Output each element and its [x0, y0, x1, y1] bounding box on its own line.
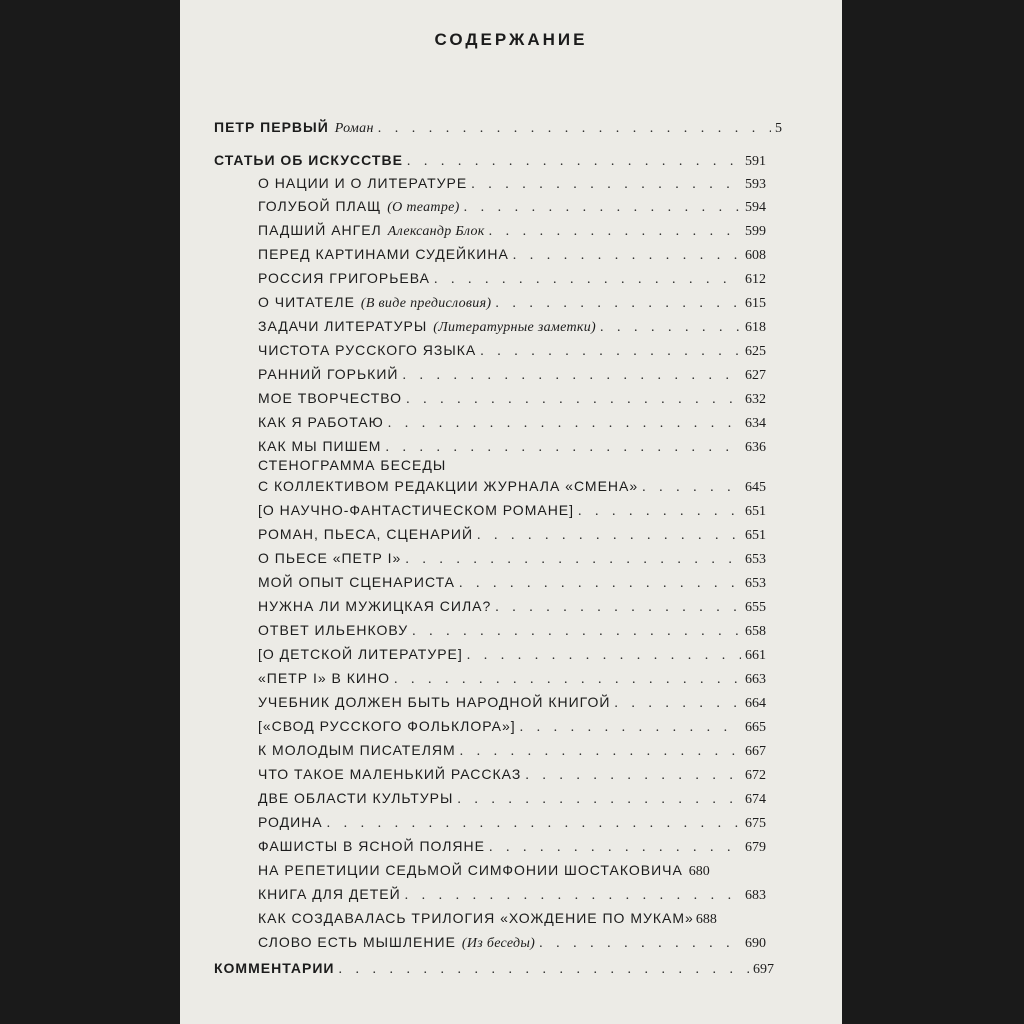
toc-entry-page: 675	[745, 816, 766, 831]
toc-entry[interactable]	[258, 788, 766, 808]
toc-entry[interactable]	[258, 644, 766, 664]
toc-entry-label: О ПЬЕСЕ «ПЕТР I»	[258, 550, 402, 566]
toc-entry-label: МОЙ ОПЫТ СЦЕНАРИСТА	[258, 574, 456, 590]
toc-entry-label: [«СВОД РУССКОГО ФОЛЬКЛОРА»]	[258, 718, 516, 734]
toc-entry-page: 679	[745, 840, 766, 855]
toc-entry-label: КАК СОЗДАВАЛАСЬ ТРИЛОГИЯ «ХОЖДЕНИЕ ПО МУКАМ»	[258, 910, 694, 926]
toc-entry-label: РОДИНА	[258, 814, 323, 830]
toc-entry-page: 636	[745, 440, 766, 455]
page-title: СОДЕРЖАНИЕ	[434, 30, 588, 49]
toc-entry-label: КОММЕНТАРИИ	[214, 960, 335, 976]
toc-entry[interactable]	[258, 524, 766, 544]
toc-entry-label: КАК Я РАБОТАЮ	[258, 414, 384, 430]
toc-entry-page: 599	[745, 224, 766, 239]
toc-entry-page: 697	[753, 962, 774, 977]
toc-entry-label: КАК МЫ ПИШЕМ	[258, 438, 382, 454]
leader-dots	[406, 390, 741, 410]
toc-entry-label: МОЕ ТВОРЧЕСТВО	[258, 390, 403, 406]
toc-entry-label: ГОЛУБОЙ ПЛАЩ	[258, 198, 382, 214]
leader-dots	[407, 152, 741, 172]
toc-entry-label: ПАДШИЙ АНГЕЛ	[258, 222, 382, 238]
toc-entry-page: 627	[745, 368, 766, 383]
leader-dots	[495, 294, 741, 314]
leader-dots	[338, 960, 749, 980]
toc-entry-label: ЧТО ТАКОЕ МАЛЕНЬКИЙ РАССКАЗ	[258, 766, 522, 782]
leader-dots	[467, 646, 741, 666]
toc-entry-label: [О НАУЧНО-ФАНТАСТИЧЕСКОМ РОМАНЕ]	[258, 502, 575, 518]
toc-entry-subtitle: (О театре)	[387, 200, 460, 215]
leader-dots	[495, 598, 741, 618]
toc-entry-page: 5	[775, 121, 782, 136]
toc-entry-page: 674	[745, 792, 766, 807]
toc-entry[interactable]	[258, 220, 766, 240]
leader-dots	[327, 814, 741, 834]
toc-entry-label: УЧЕБНИК ДОЛЖЕН БЫТЬ НАРОДНОЙ КНИГОЙ	[258, 694, 611, 710]
toc-entry-page: 625	[745, 344, 766, 359]
toc-entry-label: ЗАДАЧИ ЛИТЕРАТУРЫ	[258, 318, 428, 334]
leader-dots	[642, 478, 741, 498]
toc-entry[interactable]	[258, 364, 766, 384]
toc-entry-page: 655	[745, 600, 766, 615]
toc-entry[interactable]	[258, 268, 766, 288]
toc-entry[interactable]	[258, 692, 766, 712]
toc-entry[interactable]	[258, 812, 766, 832]
toc-entry[interactable]	[258, 884, 766, 904]
toc-entry[interactable]	[258, 932, 766, 952]
leader-dots	[513, 246, 741, 266]
toc-entry-page: 632	[745, 392, 766, 407]
toc-entry[interactable]	[258, 340, 766, 360]
leader-dots	[464, 198, 741, 218]
toc-entry-label-line1: СТЕНОГРАММА БЕСЕДЫ	[258, 457, 447, 473]
table-of-contents	[180, 0, 842, 1024]
book-page	[180, 0, 842, 1024]
leader-dots	[578, 502, 741, 522]
leader-dots	[388, 414, 741, 434]
toc-entry-page: 651	[745, 528, 766, 543]
toc-entry-label: ФАШИСТЫ В ЯСНОЙ ПОЛЯНЕ	[258, 838, 485, 854]
toc-entry-page: 688	[695, 912, 717, 927]
toc-entry-label: ДВЕ ОБЛАСТИ КУЛЬТУРЫ	[258, 790, 454, 806]
toc-entry-subtitle: Роман	[334, 121, 374, 136]
leader-dots	[394, 670, 741, 690]
toc-entry[interactable]	[258, 740, 766, 760]
toc-entry-subtitle: Александр Блок	[387, 224, 485, 239]
toc-entry-subtitle: (Из беседы)	[461, 936, 536, 951]
leader-dots	[405, 550, 741, 570]
leader-dots	[489, 838, 741, 858]
leader-dots	[460, 742, 741, 762]
toc-entry[interactable]	[258, 548, 766, 568]
leader-dots	[434, 270, 741, 290]
leader-dots	[471, 175, 741, 195]
leader-dots	[600, 318, 741, 338]
toc-entry-page: 653	[745, 552, 766, 567]
toc-entry-label: О ЧИТАТЕЛЕ	[258, 294, 355, 310]
toc-entry[interactable]	[258, 244, 766, 264]
toc-entry-subtitle: (В виде предисловия)	[360, 296, 492, 311]
toc-entry[interactable]	[258, 476, 766, 496]
toc-entry-page: 664	[745, 696, 766, 711]
toc-entry-label: РОССИЯ ГРИГОРЬЕВА	[258, 270, 430, 286]
toc-entry[interactable]	[258, 764, 766, 784]
toc-entry-label: ПЕТР ПЕРВЫЙ	[214, 119, 329, 135]
toc-entry-page: 615	[745, 296, 766, 311]
toc-entry-page: 665	[745, 720, 766, 735]
toc-entry-page: 680	[688, 864, 710, 879]
toc-entry-label: СТАТЬИ ОБ ИСКУССТВЕ	[214, 152, 403, 168]
leader-dots	[480, 342, 741, 362]
leader-dots	[489, 222, 741, 242]
toc-entry-page: 594	[745, 200, 766, 215]
toc-entry-label: ЧИСТОТА РУССКОГО ЯЗЫКА	[258, 342, 477, 358]
toc-entry[interactable]	[258, 196, 766, 216]
toc-entry-label: КНИГА ДЛЯ ДЕТЕЙ	[258, 886, 401, 902]
toc-entry[interactable]	[258, 596, 766, 616]
leader-dots	[459, 574, 741, 594]
toc-entry[interactable]	[258, 836, 766, 856]
toc-entry-page: 618	[745, 320, 766, 335]
leader-dots	[477, 526, 741, 546]
toc-entry-petr-pervyi[interactable]	[214, 117, 782, 137]
leader-dots	[525, 766, 741, 786]
toc-entry-kommentarii[interactable]	[214, 958, 774, 978]
toc-entry[interactable]	[258, 572, 766, 592]
leader-dots	[378, 119, 771, 139]
toc-entry-page: 645	[745, 480, 766, 495]
toc-entry-page: 593	[745, 177, 766, 192]
toc-entry-page: 667	[745, 744, 766, 759]
toc-entry-page: 651	[745, 504, 766, 519]
toc-entry[interactable]	[258, 412, 766, 432]
toc-entry[interactable]	[258, 500, 766, 520]
toc-entry-label: РАННИЙ ГОРЬКИЙ	[258, 366, 399, 382]
toc-entry-label: О НАЦИИ И О ЛИТЕРАТУРЕ	[258, 175, 468, 191]
toc-entry-label: [О ДЕТСКОЙ ЛИТЕРАТУРЕ]	[258, 646, 463, 662]
leader-dots	[405, 886, 741, 906]
toc-entry-stati[interactable]	[214, 150, 766, 170]
toc-entry-page: 634	[745, 416, 766, 431]
toc-entry[interactable]	[258, 668, 766, 688]
toc-entry-page: 658	[745, 624, 766, 639]
toc-entry-label: С КОЛЛЕКТИВОМ РЕДАКЦИИ ЖУРНАЛА «СМЕНА»	[258, 478, 639, 494]
toc-entry-page: 690	[745, 936, 766, 951]
toc-entry-page: 608	[745, 248, 766, 263]
leader-dots	[412, 622, 741, 642]
toc-entry-page: 661	[745, 648, 766, 663]
toc-entry-label: ПЕРЕД КАРТИНАМИ СУДЕЙКИНА	[258, 246, 509, 262]
toc-entry-page: 591	[745, 154, 766, 169]
toc-entry-subtitle: (Литературные заметки)	[433, 320, 596, 335]
toc-entry[interactable]	[258, 620, 766, 640]
toc-entry[interactable]	[258, 716, 766, 736]
toc-entry-page: 663	[745, 672, 766, 687]
toc-entry[interactable]	[258, 173, 766, 193]
toc-entry[interactable]	[258, 316, 766, 336]
toc-entry-page: 683	[745, 888, 766, 903]
toc-entry-label: «ПЕТР I» В КИНО	[258, 670, 390, 686]
toc-entry[interactable]	[258, 388, 766, 408]
toc-entry[interactable]	[258, 436, 766, 456]
toc-entry[interactable]	[258, 292, 766, 312]
toc-entry-label: НА РЕПЕТИЦИИ СЕДЬМОЙ СИМФОНИИ ШОСТАКОВИЧА	[258, 862, 683, 878]
toc-entry-page: 653	[745, 576, 766, 591]
toc-entry-label: К МОЛОДЫМ ПИСАТЕЛЯМ	[258, 742, 456, 758]
leader-dots	[539, 934, 741, 954]
toc-entry-label: НУЖНА ЛИ МУЖИЦКАЯ СИЛА?	[258, 598, 492, 614]
leader-dots	[402, 366, 741, 386]
leader-dots	[457, 790, 741, 810]
toc-entry-label: СЛОВО ЕСТЬ МЫШЛЕНИЕ	[258, 934, 456, 950]
toc-entry[interactable]	[258, 908, 766, 928]
leader-dots	[614, 694, 741, 714]
leader-dots	[520, 718, 741, 738]
toc-entry-page: 612	[745, 272, 766, 287]
toc-entry-label: ОТВЕТ ИЛЬЕНКОВУ	[258, 622, 409, 638]
toc-entry[interactable]	[258, 860, 766, 880]
toc-entry-label: РОМАН, ПЬЕСА, СЦЕНАРИЙ	[258, 526, 474, 542]
toc-entry-page: 672	[745, 768, 766, 783]
